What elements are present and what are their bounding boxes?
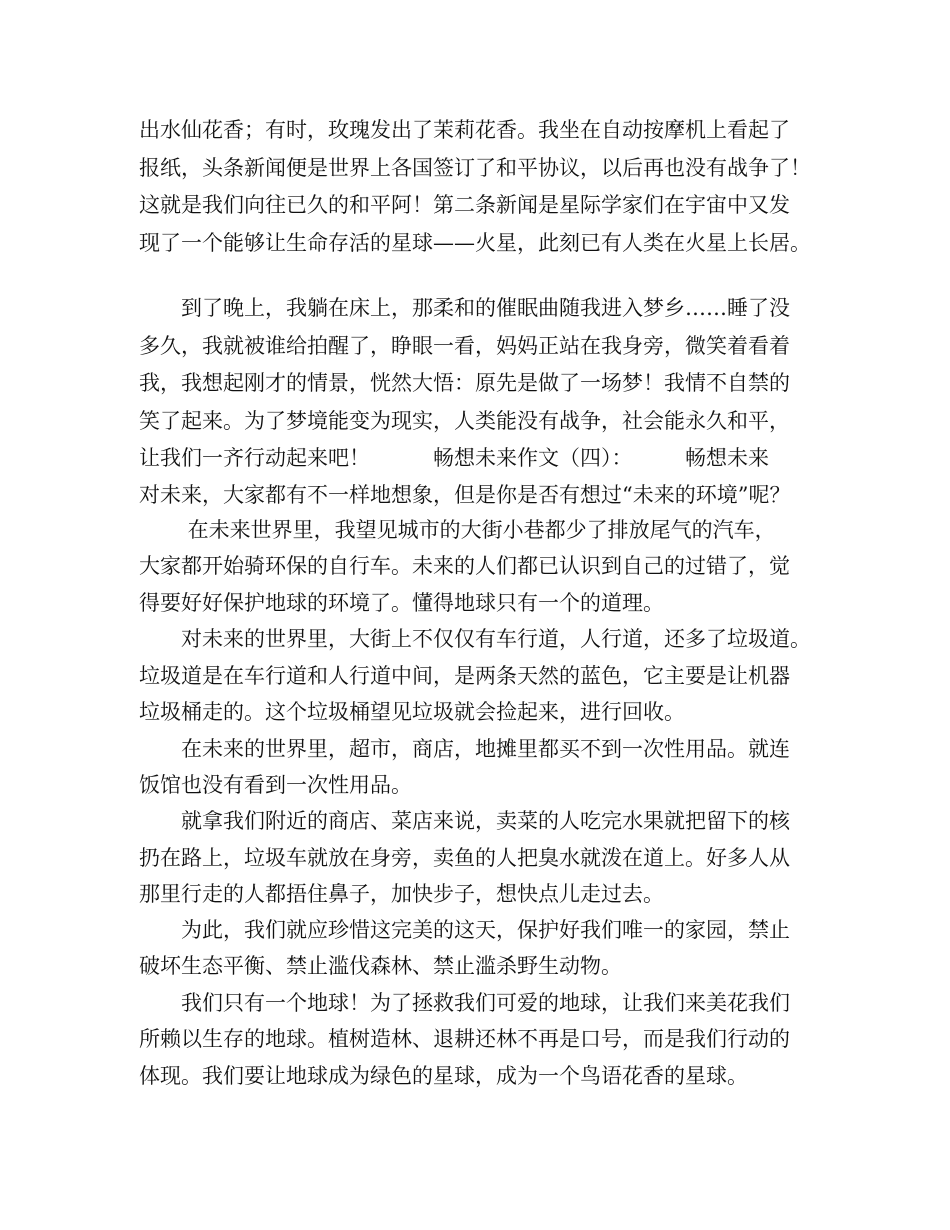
text-line: 破坏生态平衡、禁止滥伐森林、禁止滥杀野生动物。 [139,954,622,978]
text-line: 报纸，头条新闻便是世界上各国签订了和平协议，以后再也没有战争了！ [139,156,811,180]
text-line: 大家都开始骑环保的自行车。未来的人们都已认识到自己的过错了，觉 [139,554,790,578]
text-line: 得要好好保护地球的环境了。懂得地球只有一个的道理。 [139,591,664,615]
text-line: 垃圾道是在车行道和人行道中间，是两条天然的蓝色，它主要是让机器 [139,664,790,688]
text-line: 体现。我们要让地球成为绿色的星球，成为一个鸟语花香的星球。 [139,1064,748,1088]
text-line: 那里行走的人都捂住鼻子，加快步子，想快点儿走过去。 [139,882,664,906]
text-line: 对未来，大家都有不一样地想象，但是你是否有想过“未来的环境”呢？ [139,483,791,507]
text-line: 垃圾桶走的。这个垃圾桶望见垃圾就会捡起来，进行回收。 [139,700,685,724]
text-line: 我们只有一个地球！为了拯救我们可爱的地球，让我们来美花我们 [139,991,790,1015]
text-line: 让我们一齐行动起来吧！ 畅想未来作文（四）： 畅想未来 [139,446,769,470]
text-line: 为此，我们就应珍惜这完美的这天，保护好我们唯一的家园，禁止 [139,918,790,942]
text-line: 出水仙花香；有时，玫瑰发出了茉莉花香。我坐在自动按摩机上看起了 [139,118,790,142]
text-line: 所赖以生存的地球。植树造林、退耕还林不再是口号，而是我们行动的 [139,1027,790,1051]
text-line: 现了一个能够让生命存活的星球——火星，此刻已有人类在火星上长居。 [139,231,811,255]
text-line: 扔在路上，垃圾车就放在身旁，卖鱼的人把臭水就泼在道上。好多人从 [139,846,790,870]
text-line: 这就是我们向往已久的和平阿！第二条新闻是星际学家们在宇宙中又发 [139,193,790,217]
text-line: 我，我想起刚才的情景，恍然大悟：原先是做了一场梦！我情不自禁的 [139,371,790,395]
text-line: 多久，我就被谁给拍醒了，睁眼一看，妈妈正站在我身旁，微笑着看着 [139,334,790,358]
text-line: 饭馆也没有看到一次性用品。 [139,773,412,797]
text-line: 在未来的世界里，超市，商店，地摊里都买不到一次性用品。就连 [139,737,790,761]
text-line: 到了晚上，我躺在床上，那柔和的催眠曲随我进入梦乡……睡了没 [139,296,790,320]
text-line: 对未来的世界里，大街上不仅仅有车行道，人行道，还多了垃圾道。 [139,627,811,651]
text-line: 在未来世界里，我望见城市的大街小巷都少了排放尾气的汽车， [139,518,776,542]
text-line: 笑了起来。为了梦境能变为现实，人类能没有战争，社会能永久和平， [139,409,790,433]
text-line: 就拿我们附近的商店、菜店来说，卖菜的人吃完水果就把留下的核 [139,809,790,833]
